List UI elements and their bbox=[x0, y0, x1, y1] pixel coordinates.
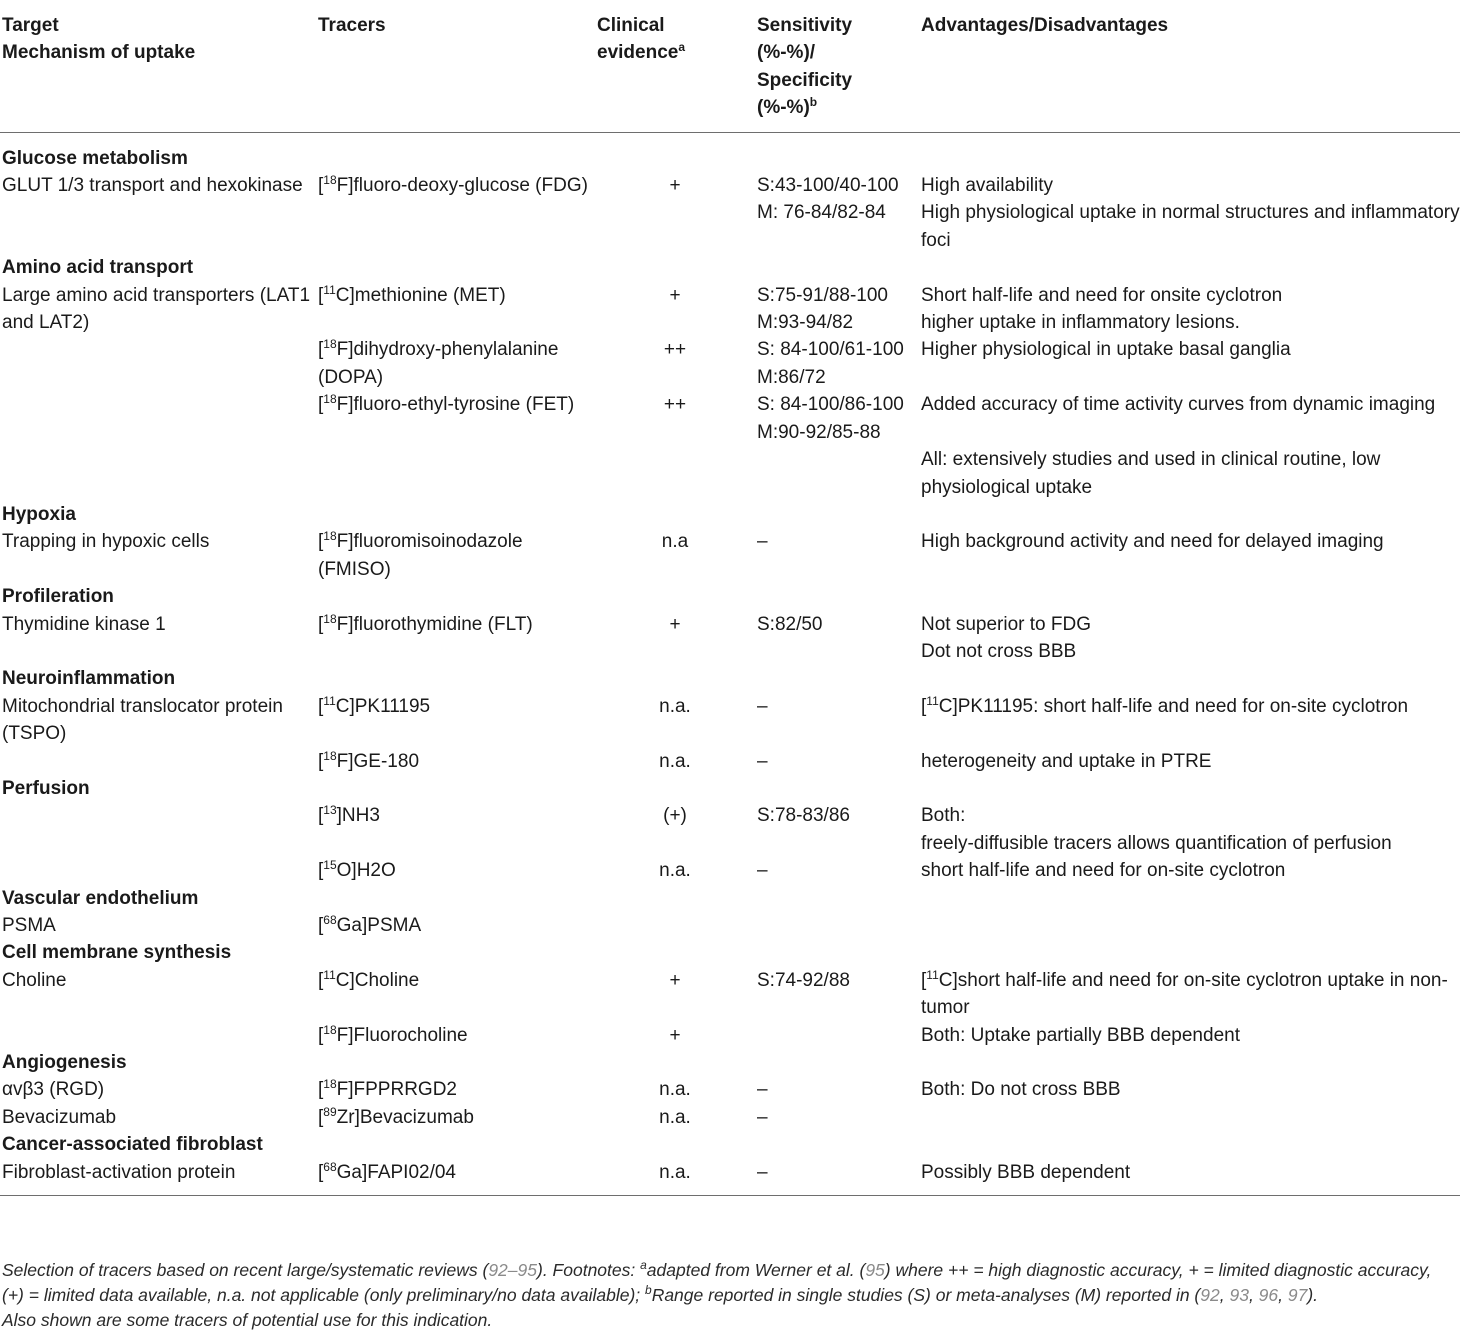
tracer-cell: [$^{11}$C]PK11195 bbox=[318, 693, 431, 717]
evidence-value: n.a. bbox=[659, 860, 691, 882]
evidence-cell bbox=[595, 967, 755, 1022]
tracer-cell: [$^{18}$F]fluoromisoinodazole (FMISO) bbox=[318, 529, 523, 580]
advantage-text-rest: C]PK11195: short half-life and need for on-site cyclotron bbox=[938, 695, 1409, 717]
advantages-cell bbox=[919, 282, 1460, 337]
sensitivity-value: – bbox=[757, 860, 768, 882]
evidence-cell bbox=[595, 1022, 755, 1049]
category-title: Profileration bbox=[2, 586, 114, 608]
sensitivity-value: M:86/72 bbox=[757, 366, 826, 388]
sensitivity-cell bbox=[755, 172, 919, 254]
footnote-text: , bbox=[1248, 1285, 1259, 1306]
tracer-name: F]fluorothymidine (FLT) bbox=[336, 613, 533, 635]
category-row bbox=[0, 885, 1460, 912]
tracer-cell: [$^{18}$F]fluoro-deoxy-glucose (FDG) bbox=[318, 173, 588, 197]
category-cell bbox=[0, 1131, 1460, 1158]
sensitivity-value: – bbox=[757, 695, 768, 717]
sensitivity-cell bbox=[755, 611, 919, 666]
category-cell bbox=[0, 1049, 1460, 1076]
tracer-name: Ga]FAPI02/04 bbox=[336, 1161, 456, 1183]
header-sens-line-4 bbox=[757, 94, 919, 121]
advantage-text: High availability bbox=[921, 175, 1054, 197]
isotope-number: 11 bbox=[323, 282, 336, 297]
target-cell bbox=[0, 693, 316, 748]
sensitivity-cell bbox=[755, 1104, 919, 1131]
evidence-cell bbox=[595, 528, 755, 583]
advantages-cell bbox=[919, 528, 1460, 583]
table-row bbox=[0, 967, 1460, 1022]
target-text: Bevacizumab bbox=[2, 1106, 117, 1128]
header-advantages bbox=[919, 0, 1460, 132]
advantage-text: [$^{11}$C]short half-life and need for on-site cyclotron uptake in non-tumor bbox=[921, 967, 1448, 1019]
target-text: Thymidine kinase 1 bbox=[2, 613, 166, 635]
category-title: Vascular endothelium bbox=[2, 887, 199, 909]
advantages-cell bbox=[919, 857, 1460, 884]
tracer-name: C]Choline bbox=[335, 969, 420, 991]
advantages-cell bbox=[919, 446, 1460, 501]
evidence-value: n.a. bbox=[659, 1106, 691, 1128]
advantages-cell bbox=[919, 748, 1460, 775]
category-row bbox=[0, 775, 1460, 802]
footnote-text: ) where ++ = high diagnostic accuracy, + = limited diagnostic accuracy, (+) = limited data available, n.a. not applicable (only preliminary/no data available); bbox=[2, 1260, 1432, 1306]
footnote-text: , bbox=[1278, 1285, 1288, 1306]
sensitivity-value: – bbox=[757, 750, 768, 772]
isotope-number: 11 bbox=[926, 967, 939, 982]
advantage-text: Both: Do not cross BBB bbox=[921, 1079, 1121, 1101]
tracer-cell: [$^{11}$C]Choline bbox=[318, 967, 420, 991]
category-title: Perfusion bbox=[2, 777, 90, 799]
evidence-cell bbox=[595, 282, 755, 337]
target-cell bbox=[0, 802, 316, 857]
evidence-value: n.a bbox=[661, 531, 689, 553]
category-row bbox=[0, 254, 1460, 281]
sensitivity-cell bbox=[755, 446, 919, 501]
target-cell bbox=[0, 912, 316, 939]
evidence-cell bbox=[595, 748, 755, 775]
advantage-text: High physiological uptake in normal structures and inflammatory foci bbox=[921, 202, 1460, 251]
advantage-text: Possibly BBB dependent bbox=[921, 1161, 1131, 1183]
advantages-cell bbox=[919, 912, 1460, 939]
sensitivity-cell bbox=[755, 336, 919, 391]
table-row bbox=[0, 528, 1460, 583]
footnote-text: adapted from Werner et al. ( bbox=[646, 1260, 866, 1280]
category-title: Glucose metabolism bbox=[2, 147, 188, 169]
isotope-number: 18 bbox=[323, 1022, 337, 1037]
sensitivity-value: M:93-94/82 bbox=[757, 312, 854, 334]
tracer-name: C]methionine (MET) bbox=[335, 284, 506, 306]
evidence-cell bbox=[595, 1104, 755, 1131]
evidence-cell bbox=[595, 693, 755, 748]
table-row bbox=[0, 391, 1460, 446]
tracer-cell: [$^{18}$F]GE-180 bbox=[318, 748, 420, 772]
footnote-text: ). Footnotes: bbox=[537, 1260, 641, 1280]
footnote-text: Selection of tracers based on recent large/systematic reviews ( bbox=[2, 1260, 489, 1280]
sensitivity-value: S:82/50 bbox=[757, 613, 823, 635]
tracer-cell: [$^{18}$F]dihydroxy-phenylalanine (DOPA) bbox=[318, 337, 559, 388]
target-cell bbox=[0, 611, 316, 666]
tracer-name: F]GE-180 bbox=[336, 750, 420, 772]
target-text: GLUT 1/3 transport and hexokinase bbox=[2, 175, 303, 197]
tracer-cell: [$^{13}$]NH3 bbox=[318, 803, 380, 827]
evidence-value: + bbox=[669, 613, 681, 635]
table-row bbox=[0, 912, 1460, 939]
target-text: Choline bbox=[2, 969, 67, 991]
evidence-cell bbox=[595, 857, 755, 884]
advantage-text: Not superior to FDG bbox=[921, 613, 1091, 635]
sensitivity-value: M: 76-84/82-84 bbox=[757, 202, 886, 224]
tracer-cell: [$^{18}$F]FPPRRGD2 bbox=[318, 1077, 457, 1101]
sensitivity-cell bbox=[755, 1022, 919, 1049]
sensitivity-value: S: 84-100/86-100 bbox=[757, 394, 904, 416]
advantages-cell bbox=[919, 172, 1460, 254]
reference-link[interactable]: 96 bbox=[1258, 1285, 1279, 1306]
isotope-number: 18 bbox=[323, 337, 337, 352]
header-clinical-sup: a bbox=[678, 40, 686, 55]
header-clinical-evidence bbox=[595, 0, 755, 132]
header-sens-line-1: Sensitivity bbox=[757, 15, 853, 36]
advantages-cell bbox=[919, 391, 1460, 446]
table-row bbox=[0, 1076, 1460, 1103]
sensitivity-cell bbox=[755, 748, 919, 775]
category-row bbox=[0, 665, 1460, 692]
target-cell bbox=[0, 528, 316, 583]
header-clinical-label: Clinical evidence bbox=[597, 15, 679, 64]
footnote-text: , bbox=[1219, 1285, 1230, 1306]
evidence-value: n.a. bbox=[659, 1161, 691, 1183]
category-row bbox=[0, 1131, 1460, 1158]
header-advantages-label: Advantages/Disadvantages bbox=[921, 15, 1169, 36]
advantages-cell bbox=[919, 336, 1460, 391]
target-cell bbox=[0, 1104, 316, 1131]
advantage-text-rest: C]short half-life and need for on-site cyclotron uptake in non-tumor bbox=[921, 969, 1448, 1019]
sensitivity-value: – bbox=[757, 1079, 768, 1101]
sensitivity-cell bbox=[755, 802, 919, 857]
category-row bbox=[0, 939, 1460, 966]
sensitivity-cell bbox=[755, 693, 919, 748]
target-text: Fibroblast-activation protein bbox=[2, 1161, 236, 1183]
advantage-text: short half-life and need for on-site cyclotron bbox=[921, 860, 1286, 882]
advantage-text: higher uptake in inflammatory lesions. bbox=[921, 312, 1240, 334]
evidence-cell bbox=[595, 802, 755, 857]
category-title: Amino acid transport bbox=[2, 257, 194, 279]
category-title: Hypoxia bbox=[2, 503, 76, 525]
tracer-cell: [$^{11}$C]methionine (MET) bbox=[318, 282, 506, 306]
evidence-value: + bbox=[669, 969, 681, 991]
tracer-cell: [$^{18}$F]fluorothymidine (FLT) bbox=[318, 611, 533, 635]
evidence-value: n.a. bbox=[659, 695, 691, 717]
table-row bbox=[0, 857, 1460, 884]
header-sens-sup: b bbox=[809, 95, 818, 110]
header-target bbox=[0, 0, 316, 132]
tracer-name: F]fluoro-ethyl-tyrosine (FET) bbox=[336, 394, 575, 416]
table-row bbox=[0, 1022, 1460, 1049]
tracer-cell: [$^{18}$F]Fluorocholine bbox=[318, 1022, 468, 1046]
table-row bbox=[0, 611, 1460, 666]
header-sens-line-2: (%-%)/ bbox=[757, 42, 816, 64]
advantage-text: heterogeneity and uptake in PTRE bbox=[921, 750, 1212, 772]
sensitivity-cell bbox=[755, 1159, 919, 1196]
table-row bbox=[0, 336, 1460, 391]
category-title: Cancer-associated fibroblast bbox=[2, 1134, 263, 1156]
tracer-name: F]dihydroxy-phenylalanine (DOPA) bbox=[318, 339, 559, 388]
sensitivity-value: M:90-92/85-88 bbox=[757, 421, 881, 443]
advantage-text: All: extensively studies and used in clinical routine, low physiological uptake bbox=[921, 449, 1381, 498]
evidence-value: + bbox=[669, 175, 681, 197]
target-cell bbox=[0, 172, 316, 254]
header-row bbox=[0, 0, 1460, 132]
isotope-number: 89 bbox=[323, 1104, 337, 1119]
isotope-number: 68 bbox=[323, 913, 337, 927]
table-row bbox=[0, 172, 1460, 254]
target-cell bbox=[0, 1076, 316, 1103]
tracer-name: O]H2O bbox=[336, 860, 396, 882]
table-row bbox=[0, 282, 1460, 337]
sensitivity-value: S:78-83/86 bbox=[757, 805, 850, 827]
target-cell bbox=[0, 857, 316, 884]
table-body bbox=[0, 132, 1460, 1195]
tracer-name: F]fluoromisoinodazole (FMISO) bbox=[318, 531, 523, 580]
table-footnote bbox=[2, 1258, 1458, 1334]
tracer-name: F]FPPRRGD2 bbox=[336, 1079, 457, 1101]
reference-link[interactable]: 95 bbox=[865, 1260, 885, 1280]
advantages-cell bbox=[919, 802, 1460, 857]
evidence-cell bbox=[595, 446, 755, 501]
sensitivity-value: S:75-91/88-100 bbox=[757, 284, 888, 306]
tracer-name: C]PK11195 bbox=[335, 695, 431, 717]
category-row bbox=[0, 583, 1460, 610]
target-cell bbox=[0, 1022, 316, 1049]
tracer-name: F]Fluorocholine bbox=[336, 1024, 468, 1046]
advantage-text: Dot not cross BBB bbox=[921, 640, 1077, 662]
tracer-cell: [$^{68}$Ga]FAPI02/04 bbox=[316, 1159, 595, 1196]
header-target-line-1: Target bbox=[2, 15, 59, 36]
target-text: αvβ3 (RGD) bbox=[2, 1079, 105, 1101]
sensitivity-value: S: 84-100/61-100 bbox=[757, 339, 904, 361]
isotope-number: 15 bbox=[323, 858, 337, 873]
sensitivity-value: – bbox=[757, 1106, 768, 1128]
advantages-cell bbox=[919, 1076, 1460, 1103]
advantages-cell bbox=[919, 1022, 1460, 1049]
evidence-value: + bbox=[669, 1024, 681, 1046]
table-row bbox=[0, 1159, 1460, 1196]
evidence-cell bbox=[595, 912, 755, 939]
sensitivity-cell bbox=[755, 912, 919, 939]
advantage-text: High background activity and need for delayed imaging bbox=[921, 531, 1384, 553]
sensitivity-cell bbox=[755, 391, 919, 446]
sensitivity-value: – bbox=[757, 1161, 768, 1183]
category-cell bbox=[0, 501, 1460, 528]
isotope-number: 18 bbox=[323, 392, 337, 407]
isotope-number: 11 bbox=[926, 693, 939, 708]
tracer-cell: [$^{15}$O]H2O bbox=[318, 858, 396, 882]
advantage-text: freely-diffusible tracers allows quantification of perfusion bbox=[921, 832, 1392, 854]
header-tracers bbox=[316, 0, 595, 132]
tracer-cell: [$^{68}$Ga]PSMA bbox=[318, 913, 422, 936]
advantage-text: [$^{11}$C]PK11195: short half-life and need for on-site cyclotron bbox=[921, 693, 1409, 717]
isotope-number: 18 bbox=[323, 529, 337, 544]
target-cell bbox=[0, 967, 316, 1022]
evidence-value: (+) bbox=[663, 805, 687, 827]
isotope-number: 11 bbox=[323, 693, 336, 708]
evidence-cell bbox=[595, 336, 755, 391]
isotope-number: 68 bbox=[323, 1159, 337, 1174]
table-row bbox=[0, 748, 1460, 775]
table-row bbox=[0, 446, 1460, 501]
target-text: Mitochondrial translocator protein (TSPO) bbox=[2, 695, 283, 745]
evidence-value: n.a. bbox=[659, 1079, 691, 1101]
evidence-value: + bbox=[669, 284, 681, 306]
category-cell bbox=[0, 885, 1460, 912]
target-cell bbox=[0, 282, 316, 337]
isotope-number: 18 bbox=[323, 748, 337, 763]
footnote-text: Also shown are some tracers of potential use for this indication. bbox=[2, 1310, 493, 1331]
category-cell bbox=[0, 939, 1460, 966]
table-row bbox=[0, 802, 1460, 857]
sensitivity-cell bbox=[755, 528, 919, 583]
sensitivity-cell bbox=[755, 282, 919, 337]
table-row bbox=[0, 1104, 1460, 1131]
evidence-cell bbox=[595, 1159, 755, 1196]
header-target-line-2: Mechanism of uptake bbox=[2, 42, 196, 64]
advantage-text: Both: bbox=[921, 805, 966, 827]
tracer-name: ]NH3 bbox=[336, 805, 380, 827]
tracer-name: Ga]PSMA bbox=[336, 915, 422, 936]
footnote-text: Range reported in single studies (S) or meta-analyses (M) reported in ( bbox=[651, 1285, 1201, 1306]
category-cell bbox=[0, 132, 1460, 172]
category-cell bbox=[0, 254, 1460, 281]
reference-link[interactable]: 92–95 bbox=[488, 1260, 537, 1280]
sensitivity-value: – bbox=[757, 531, 768, 553]
category-row bbox=[0, 132, 1460, 172]
isotope-number: 18 bbox=[323, 1077, 337, 1092]
advantages-cell bbox=[919, 693, 1460, 748]
evidence-cell bbox=[595, 611, 755, 666]
tracer-cell: [$^{18}$F]fluoro-ethyl-tyrosine (FET) bbox=[318, 392, 575, 416]
target-cell bbox=[0, 391, 316, 446]
isotope-number: 13 bbox=[323, 803, 337, 818]
header-sens-line-4-text: (%-%) bbox=[757, 97, 810, 119]
tracer-cell bbox=[316, 446, 595, 501]
category-cell bbox=[0, 775, 1460, 802]
header-sens-line-3: Specificity bbox=[757, 69, 853, 91]
evidence-value: n.a. bbox=[659, 750, 691, 772]
sensitivity-value: S:74-92/88 bbox=[757, 969, 850, 991]
evidence-cell bbox=[595, 391, 755, 446]
reference-link[interactable]: 92 bbox=[1200, 1285, 1220, 1306]
reference-link[interactable]: 93 bbox=[1229, 1285, 1249, 1306]
advantages-cell bbox=[919, 1159, 1460, 1196]
target-cell bbox=[0, 336, 316, 391]
footnote-sup-b: b bbox=[645, 1283, 652, 1298]
sensitivity-value: S:43-100/40-100 bbox=[757, 175, 899, 197]
target-cell bbox=[0, 446, 316, 501]
header-tracers-label: Tracers bbox=[318, 15, 386, 36]
advantage-text: Added accuracy of time activity curves from dynamic imaging bbox=[921, 394, 1436, 416]
advantages-cell bbox=[919, 611, 1460, 666]
category-row bbox=[0, 1049, 1460, 1076]
advantage-text: Both: Uptake partially BBB dependent bbox=[921, 1024, 1240, 1046]
target-cell bbox=[0, 748, 316, 775]
tracer-cell: [$^{89}$Zr]Bevacizumab bbox=[318, 1104, 474, 1128]
sensitivity-cell bbox=[755, 857, 919, 884]
tracer-name: Zr]Bevacizumab bbox=[336, 1106, 474, 1128]
advantage-text: Higher physiological in uptake basal ganglia bbox=[921, 339, 1291, 361]
category-title: Neuroinflammation bbox=[2, 668, 176, 690]
evidence-cell bbox=[595, 1076, 755, 1103]
sensitivity-cell bbox=[755, 1076, 919, 1103]
category-row bbox=[0, 501, 1460, 528]
category-title: Angiogenesis bbox=[2, 1052, 127, 1074]
target-text: PSMA bbox=[2, 915, 56, 936]
target-text: Large amino acid transporters (LAT1 and LAT2) bbox=[2, 284, 311, 334]
target-text: Trapping in hypoxic cells bbox=[2, 531, 210, 553]
evidence-cell bbox=[595, 172, 755, 254]
reference-link[interactable]: 97 bbox=[1287, 1285, 1308, 1306]
category-cell bbox=[0, 665, 1460, 692]
isotope-number: 11 bbox=[323, 967, 336, 982]
advantages-cell bbox=[919, 967, 1460, 1022]
table-row bbox=[0, 693, 1460, 748]
header-sensitivity bbox=[755, 0, 919, 132]
advantage-text: Short half-life and need for onsite cyclotron bbox=[921, 284, 1283, 306]
evidence-value: ++ bbox=[663, 394, 687, 416]
isotope-number: 18 bbox=[323, 611, 337, 626]
category-title: Cell membrane synthesis bbox=[2, 942, 232, 964]
isotope-number: 18 bbox=[323, 173, 337, 188]
sensitivity-cell bbox=[755, 967, 919, 1022]
evidence-value: ++ bbox=[663, 339, 687, 361]
footnote-sup-a: a bbox=[640, 1258, 647, 1272]
footnote-text: ). bbox=[1307, 1285, 1319, 1306]
advantages-cell bbox=[919, 1104, 1460, 1131]
category-cell bbox=[0, 583, 1460, 610]
tracer-name: F]fluoro-deoxy-glucose (FDG) bbox=[336, 175, 588, 197]
target-cell bbox=[0, 1159, 316, 1196]
